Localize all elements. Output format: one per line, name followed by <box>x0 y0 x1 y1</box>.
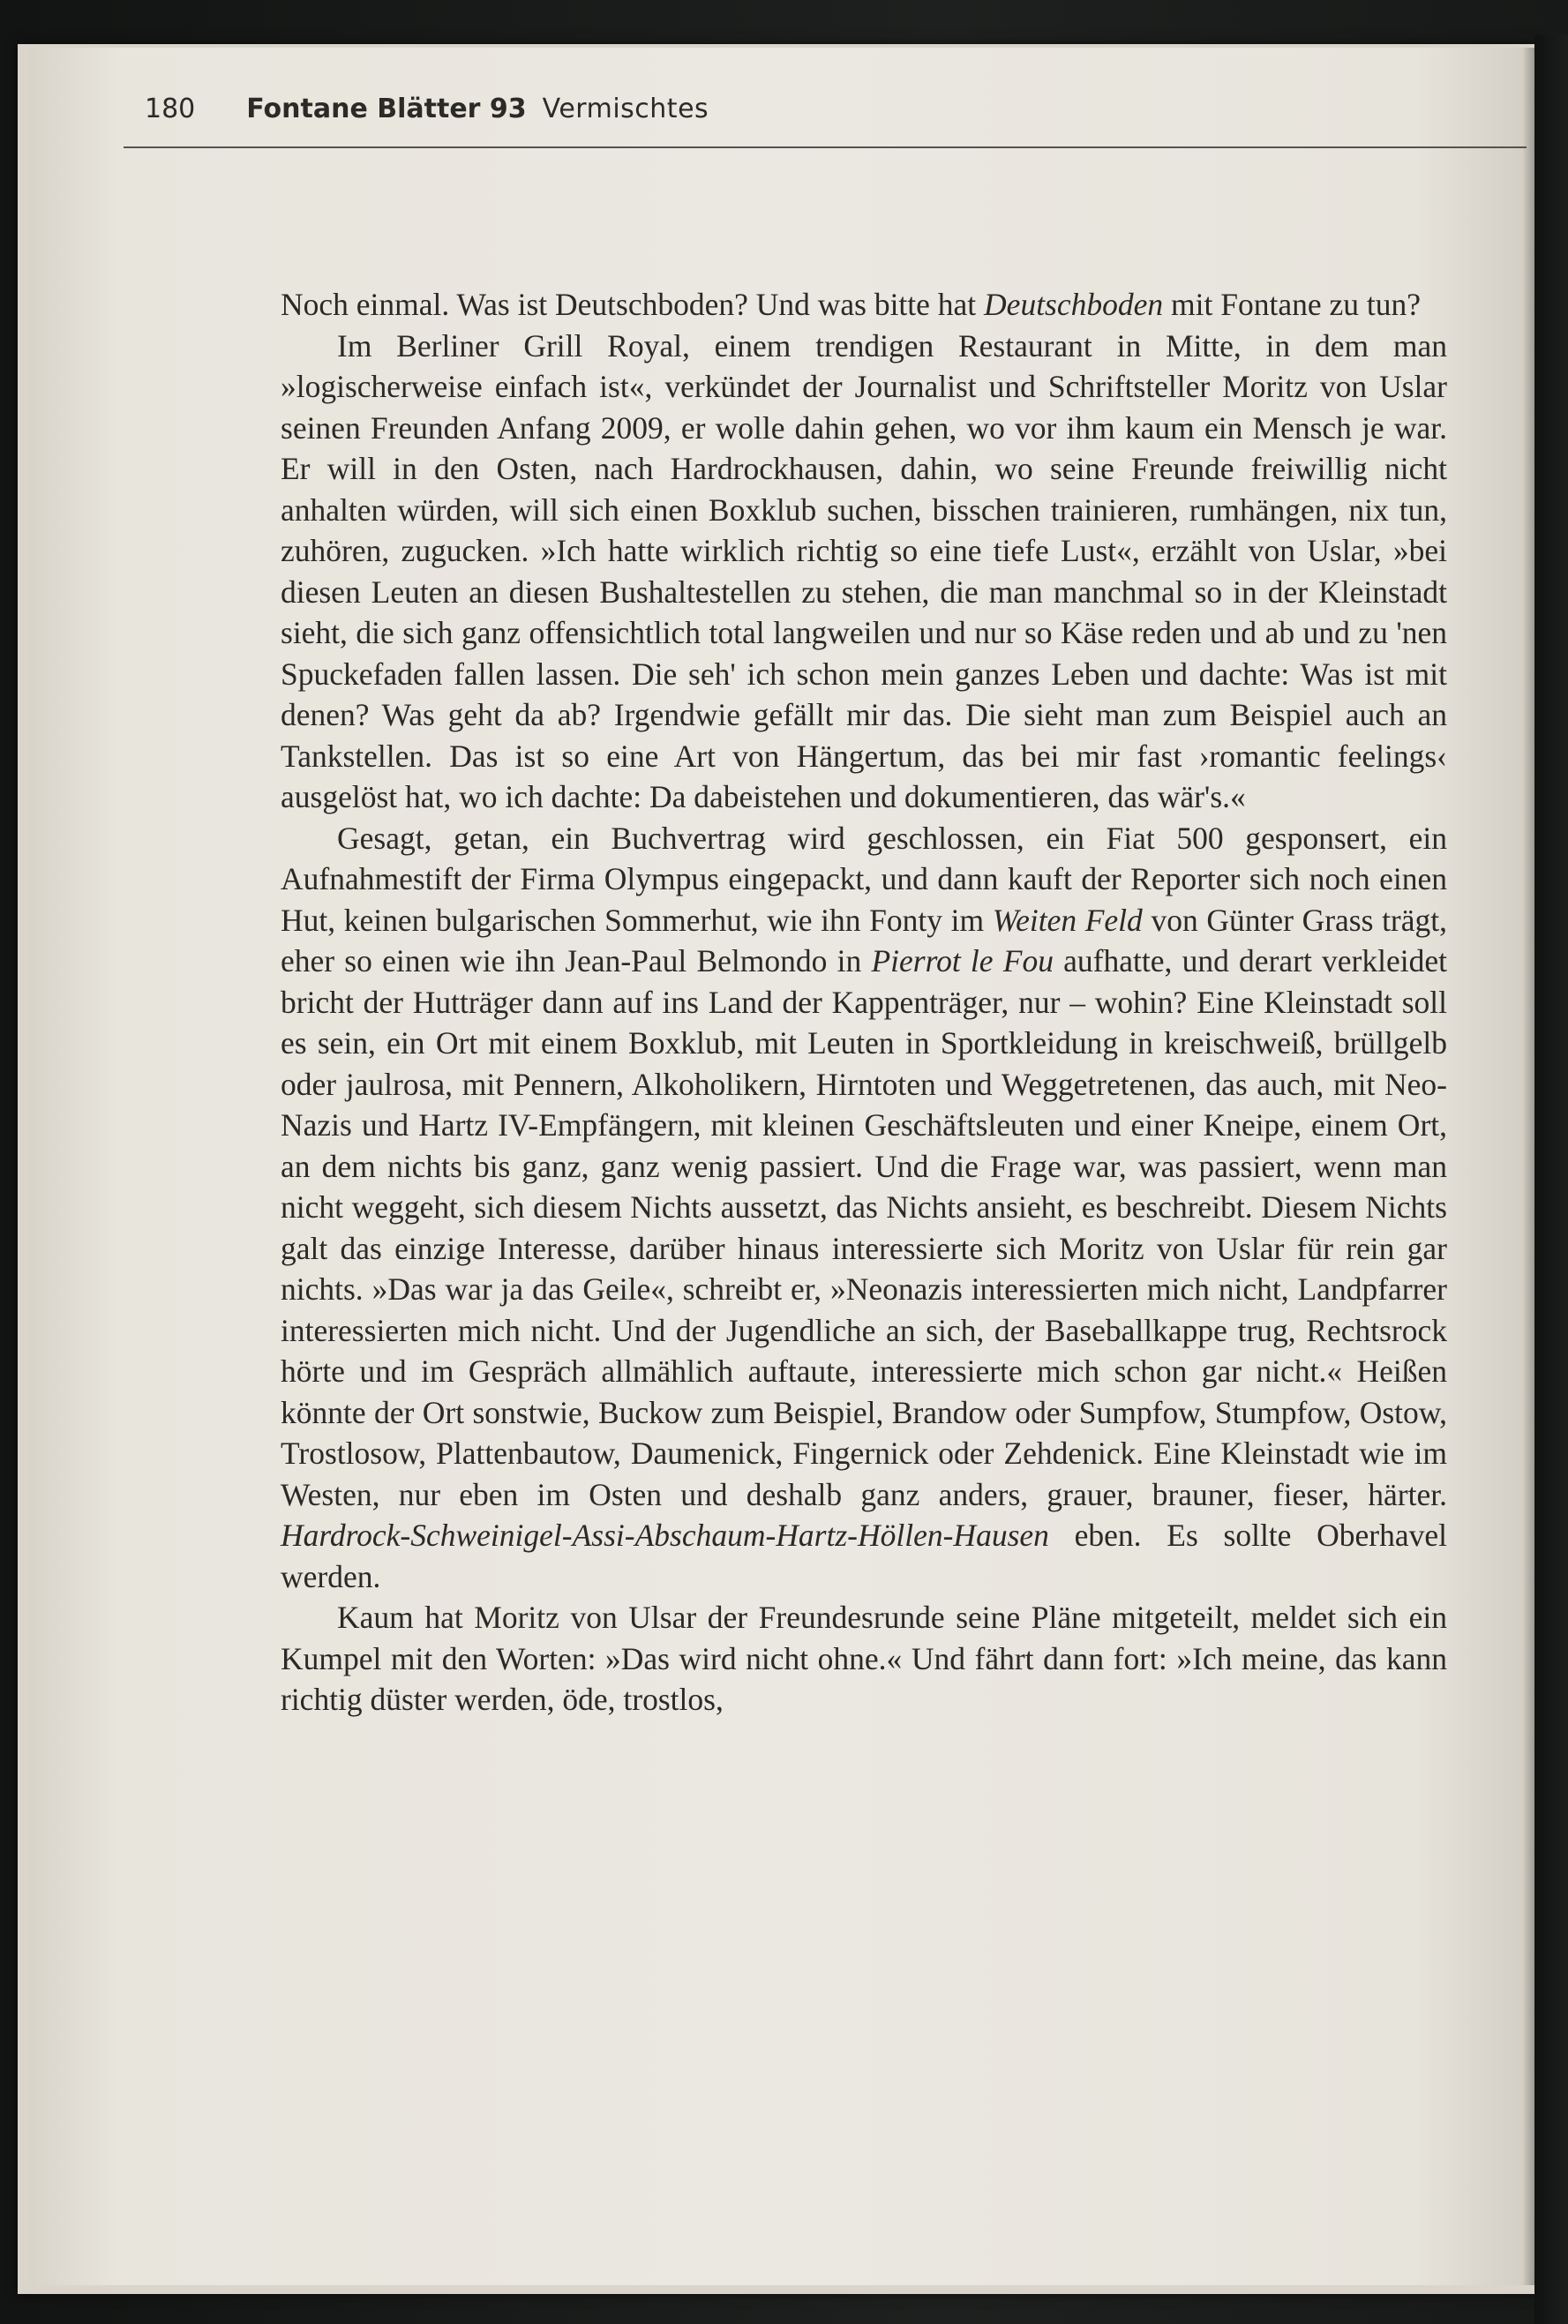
italic-title: Deutschboden <box>984 287 1164 322</box>
text-run: eben. Es sollte Oberhavel werden. <box>281 1518 1447 1594</box>
section-title: Vermischtes <box>542 94 709 124</box>
body-text <box>281 284 1447 1721</box>
text-run: mit Fontane zu tun? <box>1163 287 1421 322</box>
paragraph <box>281 1597 1447 1721</box>
text-run: aufhatte, und derart verkleidet bricht der Hutträger dann auf ins Land der Kappenträger, nur – wohin? Eine Kleinstadt soll es sein, ein Ort mit einem Boxklub, mit Leuten in Sportkleidung in kreischweiß, brüllgelb oder jaulrosa, mit Pennern, Alkoholikern, Hirntoten und Weggetretenen, das auch, mit Neo-Nazis und Hartz IV-Empfängern, mit kleinen Geschäftsleuten und einer Kneipe, einem Ort, an dem nichts bis ganz, ganz wenig passiert. Und die Frage war, was passiert, wenn man nicht weggeht, sich diesem Nichts aussetzt, das Nichts ansieht, es beschreibt. Diesem Nichts galt das einzige Interesse, darüber hinaus interessierte sich Moritz von Uslar für rein gar nichts. »Das war ja das Geile«, schreibt er, »Neonazis interessierten mich nicht, Landpfarrer interessierten mich nicht. Und der Jugendliche an sich, der Baseballkappe trug, Rechtsrock hörte und im Gespräch allmählich auftaute, interessierte mich schon gar nicht.« Heißen könnte der Ort sonstwie, Buckow zum Beispiel, Brandow oder Sumpfow, Stumpfow, Ostow, Trostlosow, Plattenbautow, Daumenick, Fingernick oder Zehdenick. Eine Kleinstadt wie im Westen, nur eben im Osten und deshalb ganz anders, grauer, brauner, fieser, härter. <box>281 943 1447 1512</box>
italic-title: Weiten Feld <box>992 902 1143 938</box>
running-header <box>145 94 709 129</box>
italic-title: Hardrock-Schweinigel-Assi-Abschaum-Hartz-Höllen-Hausen <box>281 1518 1049 1553</box>
journal-title: Fontane Blätter 93 <box>246 94 527 124</box>
text-run: Gesagt, getan, ein Buchvertrag wird geschlossen, ein Fiat 500 gesponsert, ein Aufnahmestift der Firma Olympus eingepackt, und dann kauft der Reporter sich noch einen Hut, keinen bulgarischen Sommerhut, wie ihn Fonty im <box>281 820 1447 938</box>
text-run: von Günter Grass trägt, eher so einen wie ihn Jean-Paul Belmondo in <box>281 902 1448 978</box>
paragraph <box>281 326 1447 818</box>
paragraph <box>281 284 1447 326</box>
paragraph <box>281 818 1447 1598</box>
page-gutter-shadow <box>1522 48 1534 2285</box>
text-run: Kaum hat Moritz von Ulsar der Freundesrunde seine Pläne mitgeteilt, meldet sich ein Kumpel mit den Worten: »Das wird nicht ohne.« Und fährt dann fort: »Ich meine, das kann richtig düster werden, öde, trostlos, <box>281 1600 1447 1717</box>
text-run: Noch einmal. Was ist Deutschboden? Und was bitte hat <box>281 287 985 322</box>
header-rule <box>124 146 1527 148</box>
book-edge <box>1534 35 1568 2324</box>
italic-title: Pierrot le Fou <box>871 943 1054 978</box>
text-run: Im Berliner Grill Royal, einem trendigen Restaurant in Mitte, in dem man »logischerweise einfach ist«, verkündet der Journalist und Schriftsteller Moritz von Uslar seinen Freunden Anfang 2009, er wolle dahin gehen, wo vor ihm kaum ein Mensch je war. Er will in den Osten, nach Hardrockhausen, dahin, wo seine Freunde freiwillig nicht anhalten würden, will sich einen Boxklub suchen, bisschen trainieren, rumhängen, nix tun, zuhören, zugucken. »Ich hatte wirklich richtig so eine tiefe Lust«, erzählt von Uslar, »bei diesen Leuten an diesen Bushaltestellen zu stehen, die man manchmal so in der Kleinstadt sieht, die sich ganz offensichtlich total langweilen und nur so Käse reden und ab und zu 'nen Spuckefaden fallen lassen. Die seh' ich schon mein ganzes Leben und dachte: Was ist mit denen? Was geht da ab? Irgendwie gefällt mir das. Die sieht man zum Beispiel auch an Tankstellen. Das ist so eine Art von Hängertum, das bei mir fast ›romantic feelings‹ ausgelöst hat, wo ich dachte: Da dabeistehen und dokumentieren, das wär's.« <box>281 327 1447 814</box>
page-number: 180 <box>145 94 196 124</box>
